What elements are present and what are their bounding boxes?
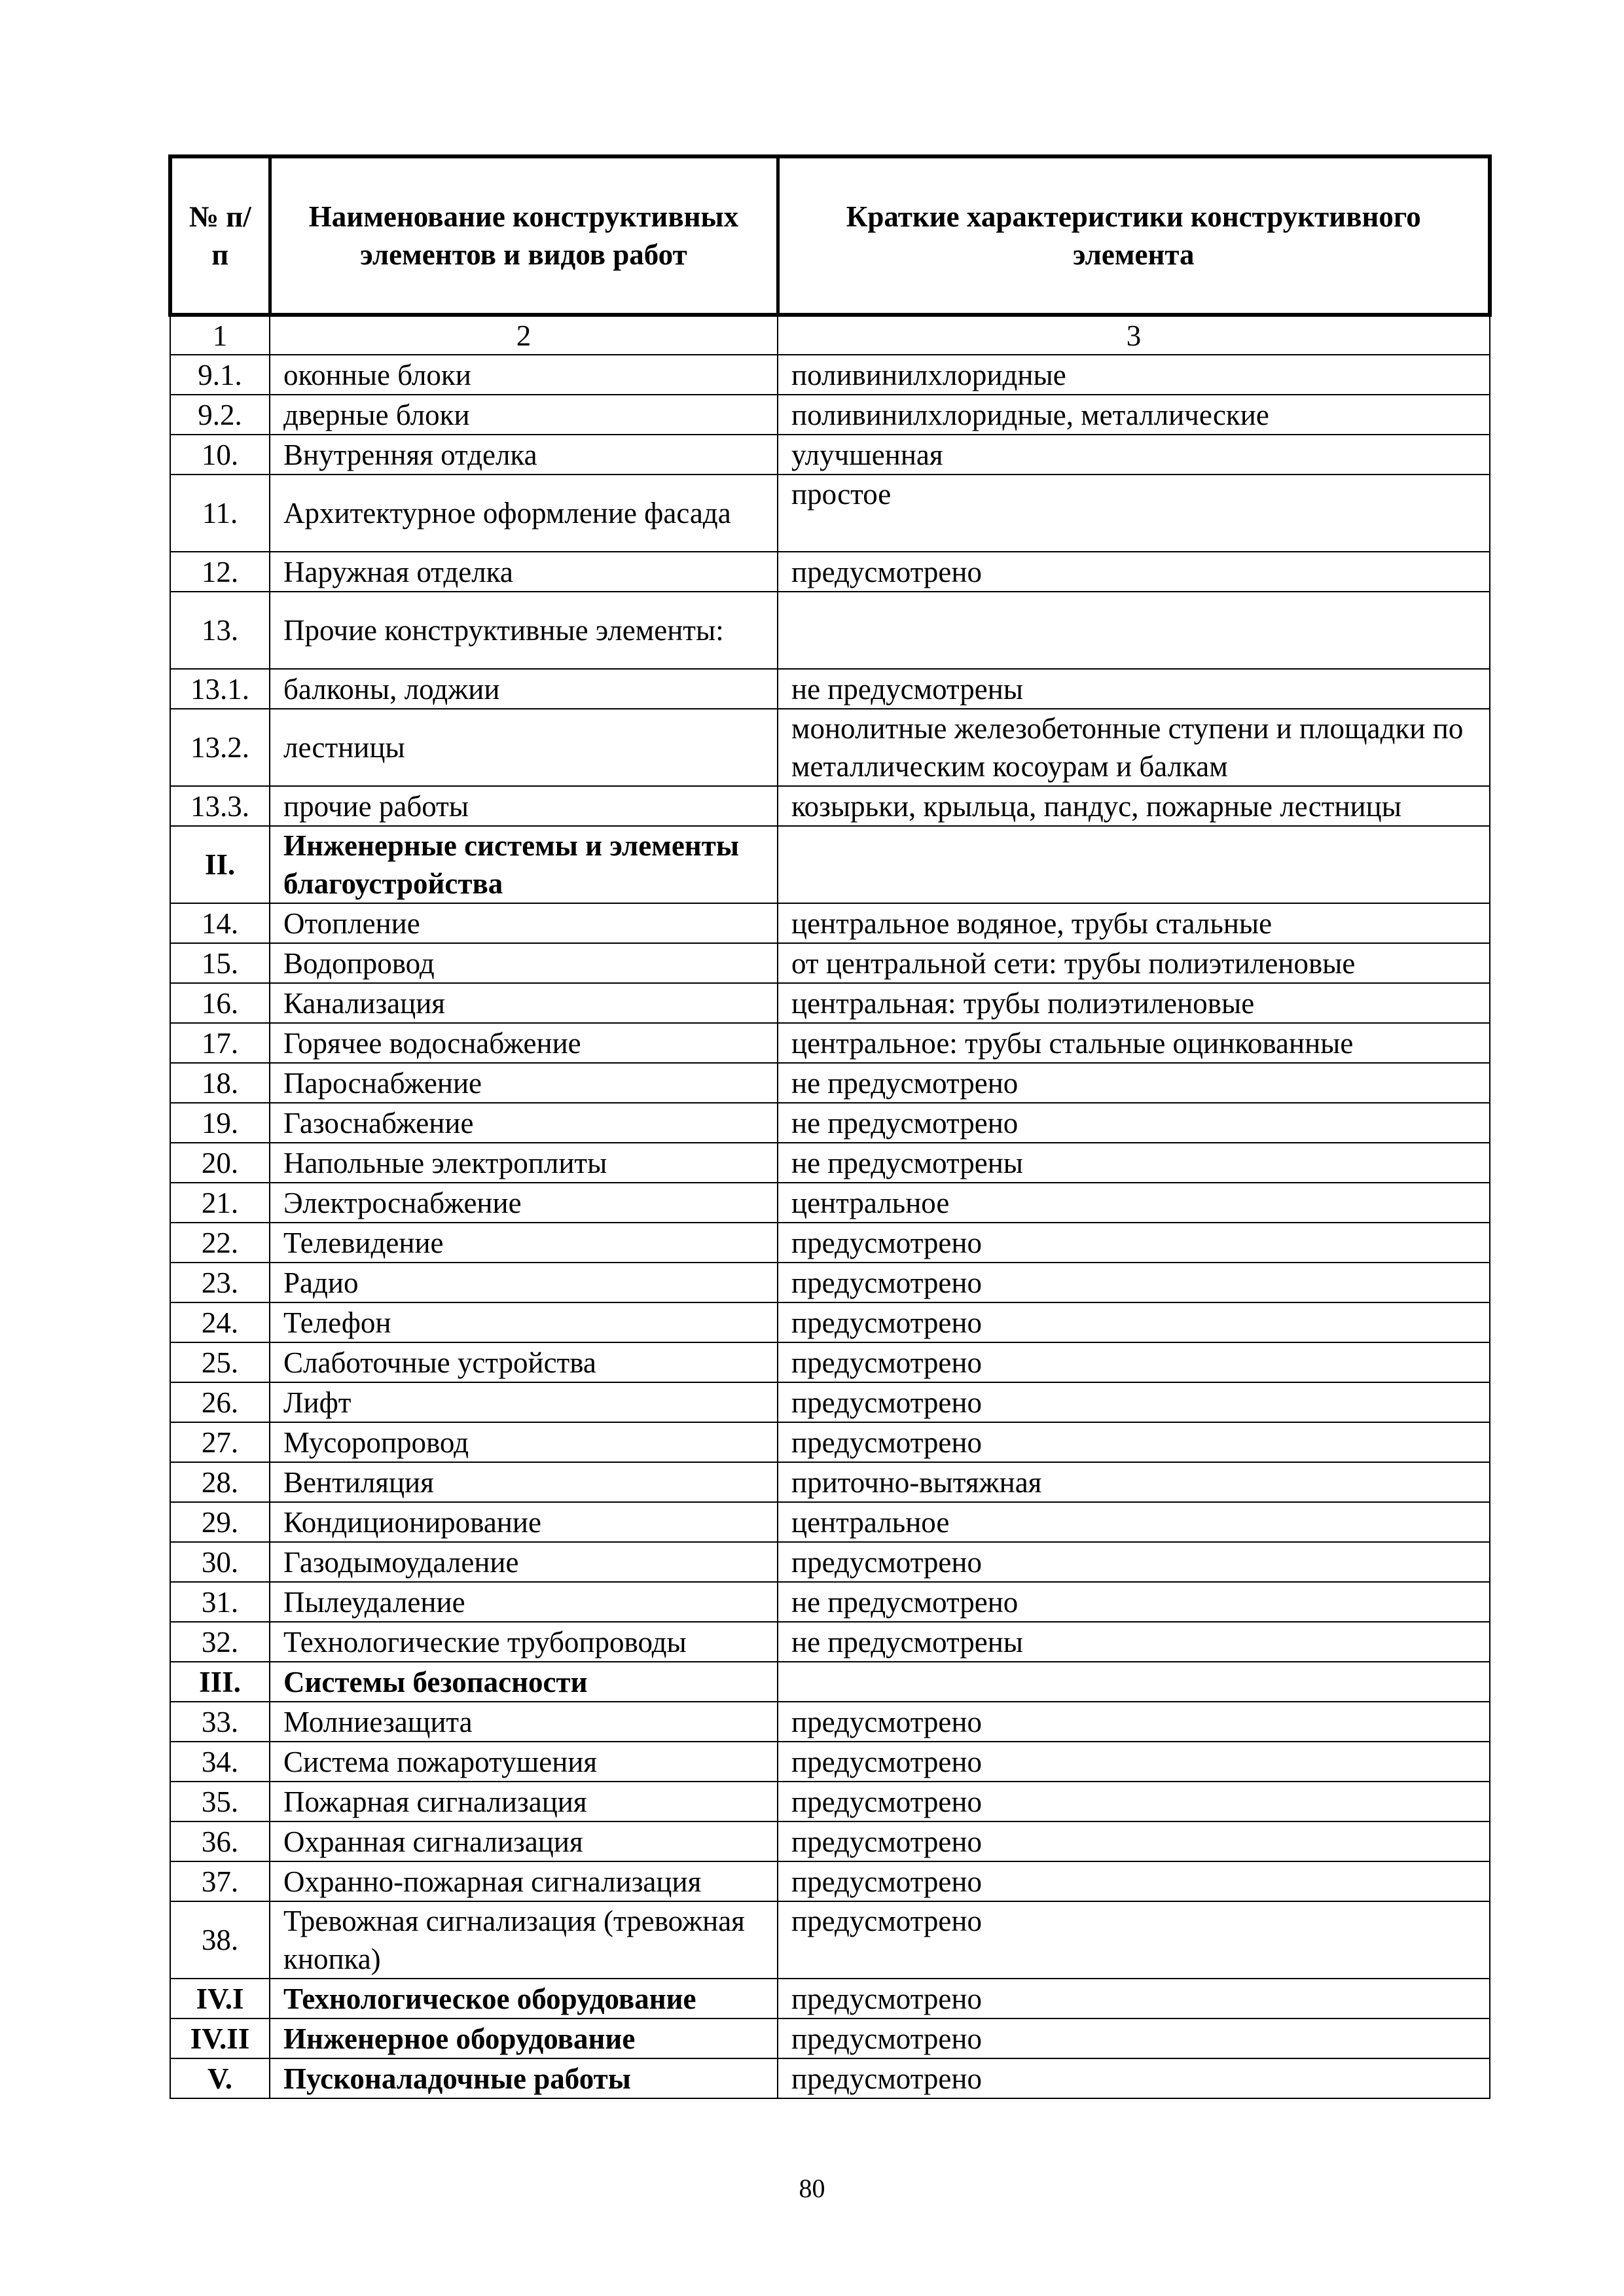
table-row bbox=[170, 2058, 1490, 2098]
row-characteristics: не предусмотрено bbox=[778, 1063, 1490, 1103]
header-element-name: Наименование конструктивных элементов и видов работ bbox=[270, 156, 778, 315]
row-number: 26. bbox=[170, 1382, 270, 1422]
row-characteristics: простое bbox=[778, 475, 1490, 552]
table-row bbox=[170, 1702, 1490, 1742]
table-row bbox=[170, 395, 1490, 435]
row-characteristics: центральное bbox=[778, 1183, 1490, 1223]
table-row bbox=[170, 826, 1490, 903]
row-number: V. bbox=[170, 2058, 270, 2098]
row-number: 31. bbox=[170, 1582, 270, 1622]
row-characteristics: предусмотрено bbox=[778, 1422, 1490, 1462]
row-element-name: Водопровод bbox=[270, 943, 778, 983]
row-characteristics: монолитные железобетонные ступени и площадки по металлическим косоурам и балкам bbox=[778, 709, 1490, 786]
table-row bbox=[170, 1861, 1490, 1901]
row-characteristics bbox=[778, 826, 1490, 903]
row-number: 14. bbox=[170, 903, 270, 943]
table-row bbox=[170, 669, 1490, 709]
row-characteristics bbox=[778, 1662, 1490, 1702]
row-element-name: Внутренняя отделка bbox=[270, 435, 778, 475]
row-element-name: Газодымоудаление bbox=[270, 1542, 778, 1582]
row-element-name: Технологическое оборудование bbox=[270, 1979, 778, 2018]
table-row bbox=[170, 552, 1490, 592]
table-row bbox=[170, 1582, 1490, 1622]
row-characteristics: улучшенная bbox=[778, 435, 1490, 475]
row-element-name: Горячее водоснабжение bbox=[270, 1023, 778, 1063]
row-characteristics: предусмотрено bbox=[778, 1302, 1490, 1342]
table-row bbox=[170, 1782, 1490, 1821]
row-number: 13.3. bbox=[170, 786, 270, 826]
row-number: 13.1. bbox=[170, 669, 270, 709]
table-row bbox=[170, 1422, 1490, 1462]
row-characteristics: центральная: трубы полиэтиленовые bbox=[778, 983, 1490, 1023]
row-number: 12. bbox=[170, 552, 270, 592]
row-characteristics: предусмотрено bbox=[778, 1901, 1490, 1979]
row-number: 27. bbox=[170, 1422, 270, 1462]
row-number: 23. bbox=[170, 1263, 270, 1302]
row-characteristics: не предусмотрено bbox=[778, 1103, 1490, 1143]
row-number: 13. bbox=[170, 592, 270, 669]
table-row bbox=[170, 983, 1490, 1023]
row-characteristics: центральное bbox=[778, 1502, 1490, 1542]
row-characteristics: предусмотрено bbox=[778, 2018, 1490, 2058]
row-characteristics: предусмотрено bbox=[778, 1742, 1490, 1782]
row-number: IV.I bbox=[170, 1979, 270, 2018]
row-element-name: Канализация bbox=[270, 983, 778, 1023]
row-characteristics: предусмотрено bbox=[778, 1342, 1490, 1382]
row-element-name: дверные блоки bbox=[270, 395, 778, 435]
row-number: 21. bbox=[170, 1183, 270, 1223]
row-number: 11. bbox=[170, 475, 270, 552]
row-element-name: Мусоропровод bbox=[270, 1422, 778, 1462]
row-number: 36. bbox=[170, 1821, 270, 1861]
row-number: 24. bbox=[170, 1302, 270, 1342]
row-element-name: Инженерное оборудование bbox=[270, 2018, 778, 2058]
column-number: 3 bbox=[778, 315, 1490, 355]
row-element-name: Молниезащита bbox=[270, 1702, 778, 1742]
row-characteristics: предусмотрено bbox=[778, 1861, 1490, 1901]
table-row bbox=[170, 592, 1490, 669]
row-number: 33. bbox=[170, 1702, 270, 1742]
row-characteristics bbox=[778, 592, 1490, 669]
row-element-name: Охранно-пожарная сигнализация bbox=[270, 1861, 778, 1901]
row-element-name: Лифт bbox=[270, 1382, 778, 1422]
table-row bbox=[170, 1103, 1490, 1143]
row-element-name: Пусконаладочные работы bbox=[270, 2058, 778, 2098]
table-row bbox=[170, 1502, 1490, 1542]
row-number: IV.II bbox=[170, 2018, 270, 2058]
table-row bbox=[170, 786, 1490, 826]
row-number: 13.2. bbox=[170, 709, 270, 786]
row-characteristics: предусмотрено bbox=[778, 1542, 1490, 1582]
table-row bbox=[170, 435, 1490, 475]
row-characteristics: предусмотрено bbox=[778, 1223, 1490, 1263]
row-element-name: Архитектурное оформление фасада bbox=[270, 475, 778, 552]
table-row bbox=[170, 1821, 1490, 1861]
row-element-name: Наружная отделка bbox=[270, 552, 778, 592]
row-number: 37. bbox=[170, 1861, 270, 1901]
table-row bbox=[170, 1742, 1490, 1782]
table-row bbox=[170, 2018, 1490, 2058]
row-number: 10. bbox=[170, 435, 270, 475]
row-number: III. bbox=[170, 1662, 270, 1702]
column-number-row bbox=[170, 315, 1490, 355]
table-row bbox=[170, 1023, 1490, 1063]
row-element-name: Система пожаротушения bbox=[270, 1742, 778, 1782]
row-characteristics: от центральной сети: трубы полиэтиленовые bbox=[778, 943, 1490, 983]
row-element-name: балконы, лоджии bbox=[270, 669, 778, 709]
row-number: 9.2. bbox=[170, 395, 270, 435]
row-characteristics: приточно-вытяжная bbox=[778, 1462, 1490, 1502]
row-element-name: Охранная сигнализация bbox=[270, 1821, 778, 1861]
row-number: 17. bbox=[170, 1023, 270, 1063]
table-row bbox=[170, 1901, 1490, 1979]
row-element-name: Инженерные системы и элементы благоустройства bbox=[270, 826, 778, 903]
row-element-name: оконные блоки bbox=[270, 355, 778, 395]
row-element-name: Электроснабжение bbox=[270, 1183, 778, 1223]
row-number: 32. bbox=[170, 1622, 270, 1662]
table-body bbox=[170, 315, 1490, 2098]
header-number: № п/п bbox=[170, 156, 270, 315]
page-number: 80 bbox=[799, 2174, 825, 2203]
row-characteristics: центральное: трубы стальные оцинкованные bbox=[778, 1023, 1490, 1063]
table-header bbox=[170, 156, 1490, 315]
table-row bbox=[170, 355, 1490, 395]
row-element-name: Вентиляция bbox=[270, 1462, 778, 1502]
row-number: 16. bbox=[170, 983, 270, 1023]
column-number: 1 bbox=[170, 315, 270, 355]
row-element-name: Тревожная сигнализация (тревожная кнопка) bbox=[270, 1901, 778, 1979]
row-element-name: лестницы bbox=[270, 709, 778, 786]
row-characteristics: поливинилхлоридные, металлические bbox=[778, 395, 1490, 435]
row-element-name: Пожарная сигнализация bbox=[270, 1782, 778, 1821]
row-element-name: Радио bbox=[270, 1263, 778, 1302]
table-row bbox=[170, 1263, 1490, 1302]
row-characteristics: козырьки, крыльца, пандус, пожарные лестницы bbox=[778, 786, 1490, 826]
row-number: 35. bbox=[170, 1782, 270, 1821]
row-characteristics: не предусмотрены bbox=[778, 1622, 1490, 1662]
row-number: 28. bbox=[170, 1462, 270, 1502]
row-number: 19. bbox=[170, 1103, 270, 1143]
table-row bbox=[170, 903, 1490, 943]
row-characteristics: предусмотрено bbox=[778, 1782, 1490, 1821]
construction-elements-table bbox=[168, 154, 1492, 2099]
row-characteristics: предусмотрено bbox=[778, 1702, 1490, 1742]
row-element-name: Технологические трубопроводы bbox=[270, 1622, 778, 1662]
row-number: 29. bbox=[170, 1502, 270, 1542]
table-row bbox=[170, 1462, 1490, 1502]
row-element-name: Телевидение bbox=[270, 1223, 778, 1263]
row-element-name: Слаботочные устройства bbox=[270, 1342, 778, 1382]
row-number: 18. bbox=[170, 1063, 270, 1103]
table-row bbox=[170, 1382, 1490, 1422]
table-row bbox=[170, 475, 1490, 552]
table-row bbox=[170, 1143, 1490, 1183]
row-element-name: Напольные электроплиты bbox=[270, 1143, 778, 1183]
table-row bbox=[170, 943, 1490, 983]
column-number: 2 bbox=[270, 315, 778, 355]
table-row bbox=[170, 1662, 1490, 1702]
row-element-name: Кондиционирование bbox=[270, 1502, 778, 1542]
row-number: 9.1. bbox=[170, 355, 270, 395]
row-element-name: Пароснабжение bbox=[270, 1063, 778, 1103]
row-element-name: Отопление bbox=[270, 903, 778, 943]
row-characteristics: центральное водяное, трубы стальные bbox=[778, 903, 1490, 943]
row-number: 34. bbox=[170, 1742, 270, 1782]
row-characteristics: предусмотрено bbox=[778, 2058, 1490, 2098]
table-row bbox=[170, 1542, 1490, 1582]
table-row bbox=[170, 709, 1490, 786]
row-element-name: Системы безопасности bbox=[270, 1662, 778, 1702]
row-number: II. bbox=[170, 826, 270, 903]
table-row bbox=[170, 1342, 1490, 1382]
row-element-name: Газоснабжение bbox=[270, 1103, 778, 1143]
row-element-name: Пылеудаление bbox=[270, 1582, 778, 1622]
row-number: 15. bbox=[170, 943, 270, 983]
table-row bbox=[170, 1622, 1490, 1662]
header-characteristics: Краткие характеристики конструктивного элемента bbox=[778, 156, 1490, 315]
table-row bbox=[170, 1063, 1490, 1103]
table-row bbox=[170, 1979, 1490, 2018]
row-element-name: Прочие конструктивные элементы: bbox=[270, 592, 778, 669]
row-characteristics: предусмотрено bbox=[778, 1382, 1490, 1422]
table-row bbox=[170, 1223, 1490, 1263]
row-characteristics: не предусмотрено bbox=[778, 1582, 1490, 1622]
row-characteristics: предусмотрено bbox=[778, 1263, 1490, 1302]
row-number: 38. bbox=[170, 1901, 270, 1979]
table-row bbox=[170, 1183, 1490, 1223]
row-characteristics: предусмотрено bbox=[778, 1821, 1490, 1861]
row-characteristics: не предусмотрены bbox=[778, 1143, 1490, 1183]
row-characteristics: не предусмотрены bbox=[778, 669, 1490, 709]
row-number: 25. bbox=[170, 1342, 270, 1382]
row-element-name: прочие работы bbox=[270, 786, 778, 826]
row-number: 22. bbox=[170, 1223, 270, 1263]
row-number: 20. bbox=[170, 1143, 270, 1183]
row-element-name: Телефон bbox=[270, 1302, 778, 1342]
row-characteristics: предусмотрено bbox=[778, 552, 1490, 592]
table-row bbox=[170, 1302, 1490, 1342]
row-characteristics: поливинилхлоридные bbox=[778, 355, 1490, 395]
row-characteristics: предусмотрено bbox=[778, 1979, 1490, 2018]
row-number: 30. bbox=[170, 1542, 270, 1582]
